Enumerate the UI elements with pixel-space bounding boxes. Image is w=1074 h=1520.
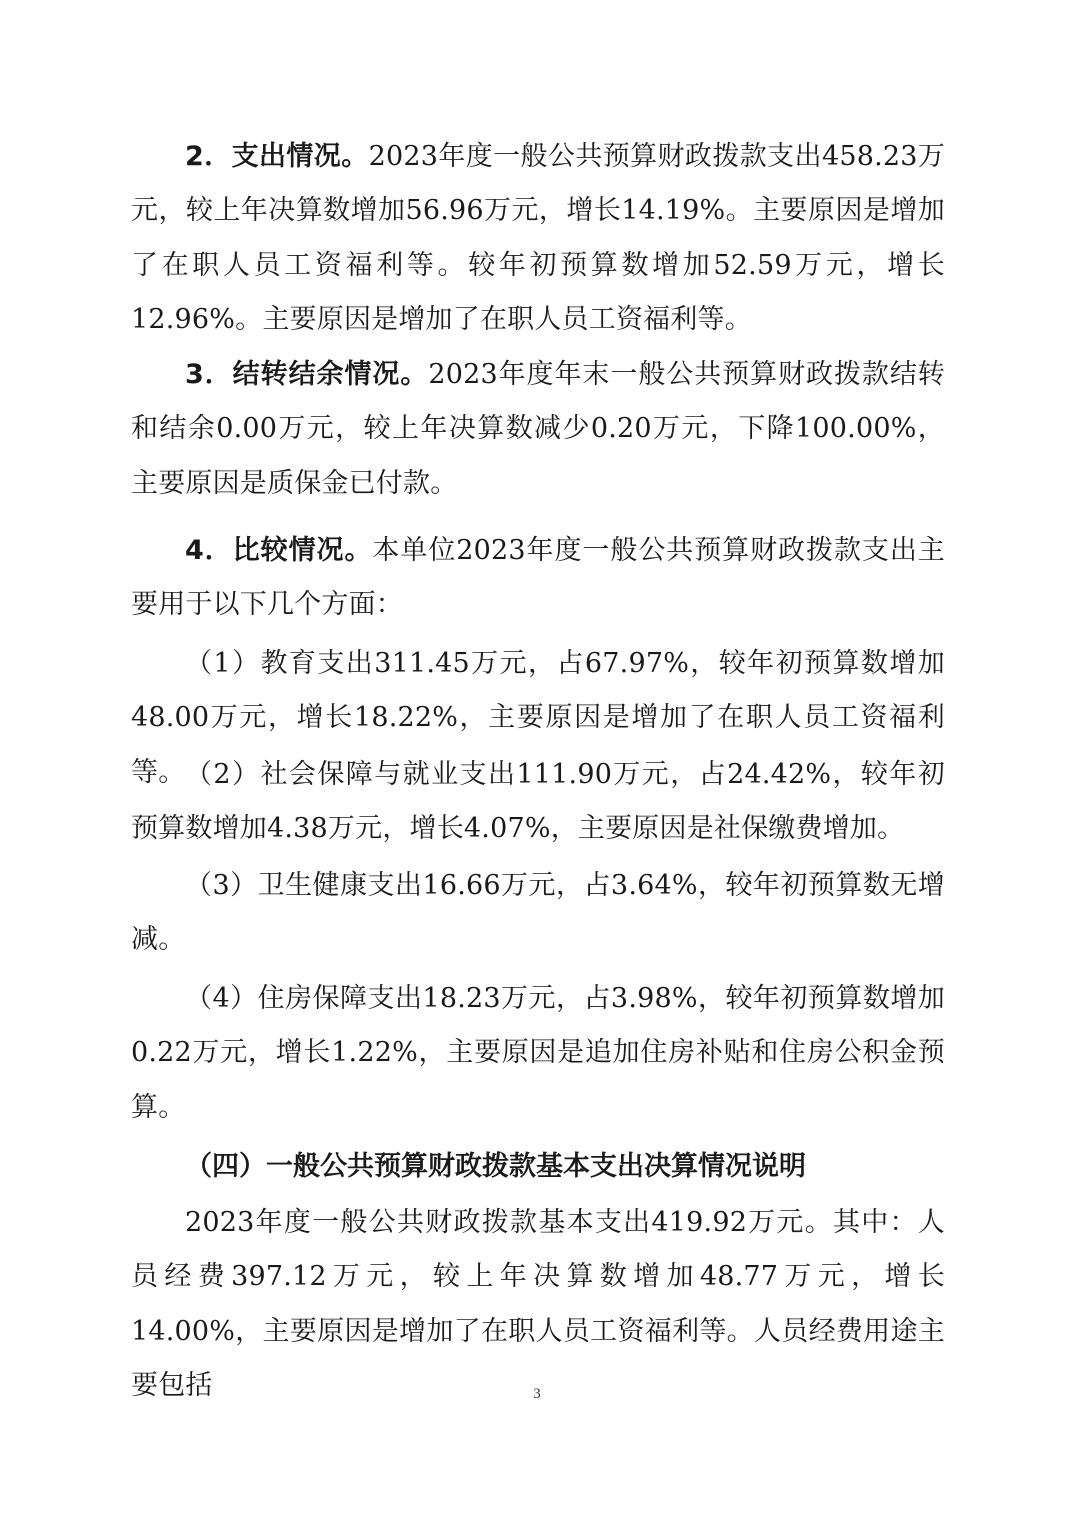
paragraph-carryover bbox=[131, 348, 945, 511]
paragraph-text: （2）社会保障与就业支出111.90万元，占24.42%，较年初预算数增加4.38万元，增长4.07%，主要原因是社保缴费增加。 bbox=[131, 759, 945, 845]
paragraph-basic-expenditure bbox=[131, 1196, 945, 1414]
paragraph-lead: 4．比较情况。 bbox=[185, 535, 373, 566]
paragraph-text: 2023年度年末一般公共预算财政拨款结转和结余0.00万元，较上年决算数减少0.20万元，下降100.00%，主要原因是质保金已付款。 bbox=[131, 359, 946, 499]
paragraph-lead: 2．支出情况。 bbox=[185, 141, 369, 172]
paragraph-text: （4）住房保障支出18.23万元，占3.98%，较年初预算数增加0.22万元，增长1.22%，主要原因是追加住房补贴和住房公积金预算。 bbox=[131, 983, 945, 1123]
paragraph-text: （1）教育支出311.45万元，占67.97%，较年初预算数增加48.00万元，增长18.22%，主要原因是增加了在职人员工资福利等。 bbox=[131, 648, 945, 788]
paragraph-item-housing bbox=[131, 972, 945, 1135]
page-number: 3 bbox=[533, 1386, 541, 1402]
paragraph-text: （3）卫生健康支出16.66万元，占3.64%，较年初预算数无增减。 bbox=[131, 870, 945, 956]
paragraph-text: 2023年度一般公共财政拨款基本支出419.92万元。其中：人员经费397.12万元，较上年决算数增加48.77万元，增长14.00%，主要原因是增加了在职人员工资福利等。人员经费用途主要包括 bbox=[131, 1207, 945, 1402]
paragraph-expenditure bbox=[131, 130, 945, 348]
paragraph-lead: 3．结转结余情况。 bbox=[185, 359, 429, 390]
paragraph-comparison bbox=[131, 524, 945, 633]
section-heading: （四）一般公共预算财政拨款基本支出决算情况说明 bbox=[185, 1151, 806, 1182]
paragraph-item-health bbox=[131, 859, 945, 968]
paragraph-text: 2023年度一般公共预算财政拨款支出458.23万元，较上年决算数增加56.96万元，增长14.19%。主要原因是增加了在职人员工资福利等。较年初预算数增加52.59万元，增长12.96%。主要原因是增加了在职人员工资福利等。 bbox=[131, 141, 946, 336]
paragraph-text: 本单位2023年度一般公共预算财政拨款支出主要用于以下几个方面： bbox=[131, 535, 945, 621]
paragraph-item-social-security bbox=[131, 748, 945, 857]
